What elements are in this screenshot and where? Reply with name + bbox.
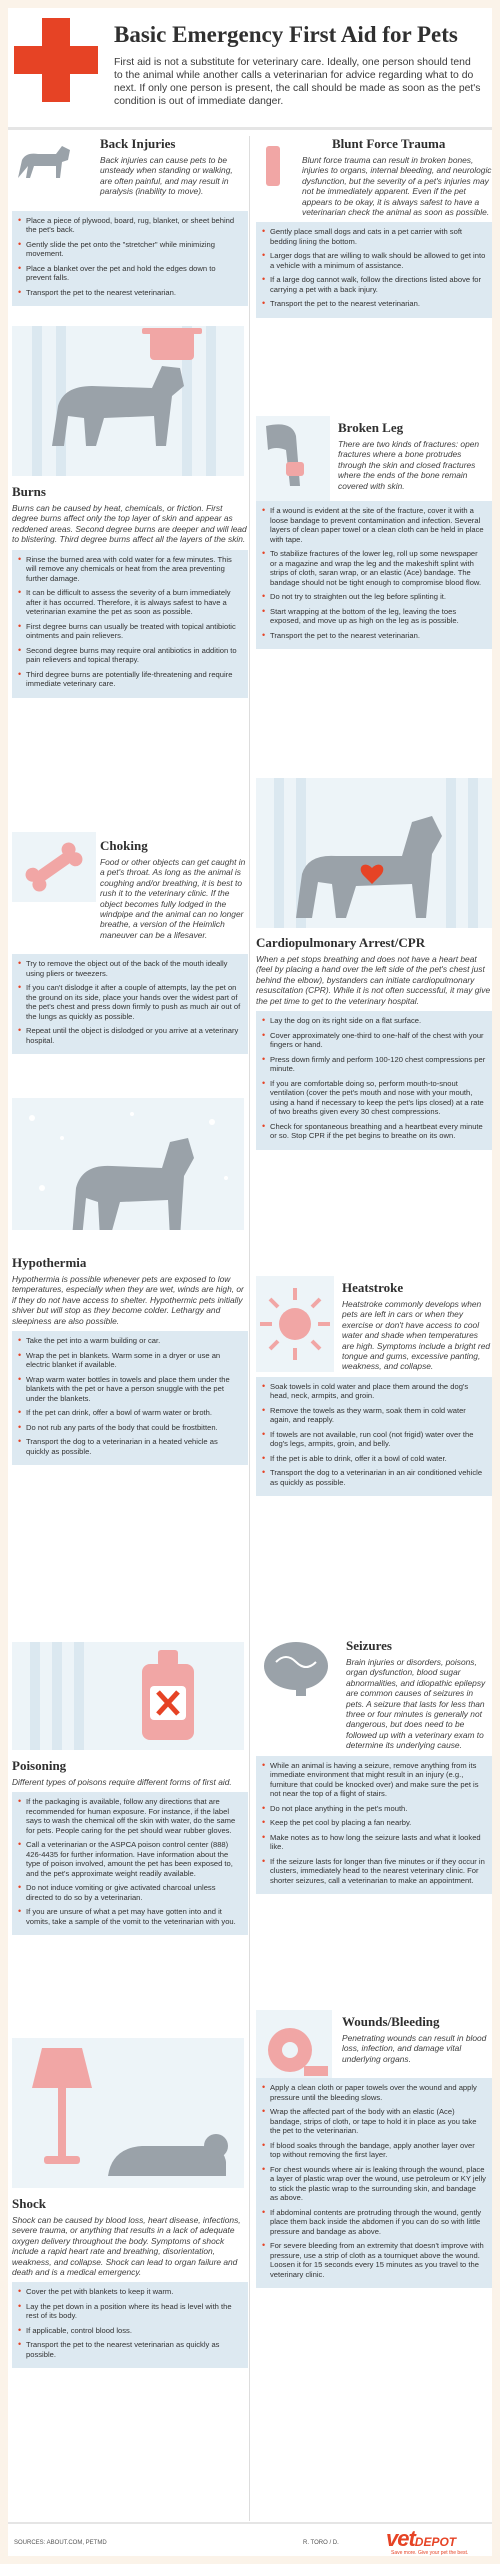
- section-burns: [12, 484, 248, 698]
- list-item: • Lay the dog on its right side on a flat surface.: [262, 1016, 486, 1026]
- burns-illustration: [12, 326, 244, 476]
- dog-in-snow-icon: [12, 1098, 244, 1248]
- list-item: • Place a blanket over the pet and hold the edges down to prevent falls.: [18, 264, 242, 283]
- list-item: • Remove the towels as they warm, soak them in cold water again, and reapply.: [262, 1406, 486, 1425]
- list-item: • Make notes as to how long the seizure lasts and what it looked like.: [262, 1833, 486, 1852]
- instructions-box: [12, 2282, 248, 2368]
- list-item: • Wrap warm water bottles in towels and place them under the blankets with the pet or have a person snuggle with the pet under the blankets.: [18, 1375, 242, 1404]
- logo-main: vet: [386, 2526, 415, 2551]
- section-desc: Brain injuries or disorders, poisons, organ dysfunction, blood sugar abnormalities, and idiopathic epilepsy are common causes of seizures in pets. A seizure that lasts for less than three or four minutes is generally not dangerous, but does need to be followed up with a veterinary exam to determine its underlying cause.: [346, 1657, 486, 1751]
- list-item: • Gently slide the pet onto the "stretcher" while minimizing movement.: [18, 240, 242, 259]
- list-item: • Do not rub any parts of the body that could be frostbitten.: [18, 1423, 242, 1433]
- list-item: • Take the pet into a warm building or car.: [18, 1336, 242, 1346]
- list-item: • While an animal is having a seizure, remove anything from its immediate environment that might result in an injury (e.g., furniture that could be knocked over) and make sure the pet is not near the top of a flight of stairs.: [262, 1761, 486, 1799]
- list-item: • Rinse the burned area with cold water for a few minutes. This will remove any chemicals or heat from the area preventing further damage.: [18, 555, 242, 584]
- credit-text: R. TORO / D.: [303, 2540, 339, 2546]
- list-item: • Do not try to straighten out the leg before splinting it.: [262, 592, 486, 602]
- list-item: • If the packaging is available, follow any directions that are recommended for human exposure. For instance, if the label says to wash the chemical off the skin with water, do the same for pets. People caring for the pet should wear rubber gloves.: [18, 1797, 242, 1835]
- list-item: • Do not induce vomiting or give activated charcoal unless directed to do so by a veterinarian.: [18, 1883, 242, 1902]
- list-item: • Transport the pet to the nearest veterinarian as quickly as possible.: [18, 2340, 242, 2359]
- section-poisoning: [12, 1758, 248, 1935]
- list-item: • Cover the pet with blankets to keep it warm.: [18, 2287, 242, 2297]
- section-desc: Hypothermia is possible whenever pets are exposed to low temperatures, especially when they are wet, winds are high, or if they do not have access to shelter. Hypothermic pets initially shiver but will stop as they become colder. Lethargy and sleepiness are also possible.: [12, 1274, 244, 1326]
- list-item: • Transport the dog to a veterinarian in an air conditioned vehicle as quickly as possible.: [262, 1468, 486, 1487]
- page-title: Basic Emergency First Aid for Pets: [114, 22, 458, 47]
- section-title: Hypothermia: [12, 1255, 87, 1270]
- section-title: Blunt Force Trauma: [332, 136, 446, 151]
- list-item: • If you can't dislodge it after a couple of attempts, lay the pet on the ground on its side, place your hands over the widest part of the pet's chest and press down firmly to push as much air out of the lungs as quickly as possible.: [18, 983, 242, 1021]
- section-desc: When a pet stops breathing and does not have a heart beat (feel by placing a hand over the left side of the pet's chest just behind the elbow), bystanders can initiate cardiopulmonary resuscitation (CPR). While it is not often successful, it may give the pet time to get to the veterinary hospital.: [256, 954, 491, 1006]
- list-item: • Transport the pet to the nearest veterinarian.: [18, 288, 242, 298]
- column-divider: [249, 136, 250, 2521]
- instructions-box: [12, 954, 248, 1054]
- list-item: • Check for spontaneous breathing and a heartbeat every minute or so. Stop CPR if the pet begins to breathe on its own.: [262, 1122, 486, 1141]
- list-item: • If a large dog cannot walk, follow the directions listed above for carrying a pet with a back injury.: [262, 275, 486, 294]
- list-item: • If the pet is able to drink, offer it a bowl of cold water.: [262, 1454, 486, 1464]
- sources-text: SOURCES: ABOUT.COM, PETMD: [14, 2540, 107, 2546]
- section-desc: Shock can be caused by blood loss, heart disease, infections, severe trauma, or anything that results in a lack of adequate oxygen delivery throughout the body. Symptoms of shock include a rapid heart rate and breathing, disorientation, weakness, and collapse. Shock can lead to organ failure and death and is a medical emergency.: [12, 2215, 241, 2278]
- section-choking: [12, 838, 248, 1054]
- infographic-page: [8, 8, 492, 2556]
- section-desc: There are two kinds of fractures: open fractures where a bone protrudes through the skin and closed fractures where the ends of the bone remain covered with skin.: [338, 439, 480, 491]
- list-item: • Keep the pet cool by placing a fan nearby.: [262, 1818, 486, 1828]
- list-item: • Transport the pet to the nearest veterinarian.: [262, 299, 486, 309]
- schnauzer-with-heart-icon: [256, 778, 492, 928]
- section-heatstroke: [256, 1280, 492, 1496]
- instructions-box: [12, 211, 248, 307]
- list-item: • For chest wounds where air is leaking through the wound, place a layer of plastic wrap over the wound, use petroleum or KY jelly to stick the plastic wrap to the surrounding skin, and bandage as above.: [262, 2165, 486, 2203]
- vetdepot-logo[interactable]: [386, 2526, 456, 2552]
- list-item: • If blood soaks through the bandage, apply another layer over top without removing the first layer.: [262, 2141, 486, 2160]
- list-item: • Soak towels in cold water and place them around the dog's head, neck, armpits, and groin.: [262, 1382, 486, 1401]
- list-item: • Repeat until the object is dislodged or you arrive at a veterinary hospital.: [18, 1026, 242, 1045]
- list-item: • Larger dogs that are willing to walk should be allowed to get into a vehicle with a minimum of assistance.: [262, 251, 486, 270]
- list-item: • Place a piece of plywood, board, rug, blanket, or sheet behind the pet's back.: [18, 216, 242, 235]
- section-wounds-bleeding: [256, 2014, 492, 2288]
- list-item: • Try to remove the object out of the back of the mouth ideally using pliers or tweezers.: [18, 959, 242, 978]
- list-item: • Lay the pet down in a position where its head is level with the rest of its body.: [18, 2302, 242, 2321]
- instructions-box: [12, 550, 248, 698]
- section-title: Back Injuries: [100, 136, 176, 151]
- shock-illustration: [12, 2038, 244, 2188]
- list-item: • Call a veterinarian or the ASPCA poison control center (888) 426-4435 for further information. Have information about the type of poison involved, amount the pet has been exposed to, and the pet's approximate weight readily available.: [18, 1840, 242, 1878]
- list-item: • If applicable, control blood loss.: [18, 2326, 242, 2336]
- list-item: • Second degree burns may require oral antibiotics in addition to pain relievers and topical therapy.: [18, 646, 242, 665]
- section-title: Cardiopulmonary Arrest/CPR: [256, 935, 426, 950]
- section-title: Broken Leg: [338, 420, 404, 435]
- list-item: • If towels are not available, run cool (not frigid) water over the dog's legs, armpits, groin, and belly.: [262, 1430, 486, 1449]
- section-title: Poisoning: [12, 1758, 67, 1773]
- list-item: • Apply a clean cloth or paper towels over the wound and apply pressure until the bleeding slows.: [262, 2083, 486, 2102]
- logo-tagline: Save more. Give your pet the best.: [391, 2550, 469, 2556]
- list-item: • Do not place anything in the pet's mouth.: [262, 1804, 486, 1814]
- section-shock: [12, 2196, 248, 2368]
- section-title: Heatstroke: [342, 1280, 404, 1295]
- section-title: Shock: [12, 2196, 46, 2211]
- footer: [8, 2522, 492, 2556]
- section-desc: Burns can be caused by heat, chemicals, or friction. First degree burns affect only the top layer of skin and appear as reddened areas. Second degree burns are deeper and will lead to blistering. Third degree burns affect all the layers of the skin.: [12, 503, 247, 545]
- header: [8, 8, 492, 130]
- lamp-and-dog-icon: [12, 2038, 244, 2188]
- section-desc: Blunt force trauma can result in broken bones, injuries to organs, internal bleeding, and neurologic dysfunction, but the severity of a pet's injuries may not be immediately apparent. Even if the pet appears to be okay, it is always safest to have a veterinarian check the animal as soon as possible.: [302, 155, 492, 218]
- list-item: • Start wrapping at the bottom of the leg, leaving the toes exposed, and move up as high on the leg as is possible.: [262, 607, 486, 626]
- list-item: • For severe bleeding from an extremity that doesn't improve with pressure, use a strip of cloth as a tourniquet above the wound. Loosen it for 15 seconds every 15 minutes as you travel to the veterinary clinic.: [262, 2241, 486, 2279]
- instructions-box: [12, 1331, 248, 1465]
- section-title: Choking: [100, 838, 148, 853]
- list-item: • Press down firmly and perform 100-120 chest compressions per minute.: [262, 1055, 486, 1074]
- list-item: • Gently place small dogs and cats in a pet carrier with soft bedding lining the bottom.: [262, 227, 486, 246]
- instructions-box: [256, 1756, 492, 1895]
- list-item: • Wrap the pet in blankets. Warm some in a dryer or use an electric blanket if available.: [18, 1351, 242, 1370]
- instructions-box: [256, 222, 492, 318]
- list-item: • To stabilize fractures of the lower leg, roll up some newspaper or a magazine and wrap the leg and the makeshift splint with strips of cloth, saran wrap, or an elastic (Ace) bandage. The bandage should not be tight enough to compromise blood flow.: [262, 549, 486, 587]
- instructions-box: [256, 501, 492, 649]
- section-title: Wounds/Bleeding: [342, 2014, 440, 2029]
- poison-bottle-icon: [12, 1642, 244, 1750]
- first-aid-cross-icon: [14, 18, 98, 102]
- instructions-box: [256, 2078, 492, 2288]
- dog-with-pot-icon: [12, 326, 244, 476]
- list-item: • Transport the pet to the nearest veterinarian.: [262, 631, 486, 641]
- instructions-box: [12, 1792, 248, 1935]
- section-desc: Back injuries can cause pets to be unsteady when standing or walking, are often painful, and may result in paralysis (inability to move).: [100, 155, 233, 197]
- list-item: • If a wound is evident at the site of the fracture, cover it with a loose bandage to prevent contamination and infection. Several layers of clean paper towel or a clean cloth can be held in place with tape.: [262, 506, 486, 544]
- poisoning-illustration: [12, 1642, 244, 1750]
- instructions-box: [256, 1377, 492, 1497]
- list-item: • If you are comfortable doing so, perform mouth-to-snout ventilation (cover the pet's mouth and nose with your mouth, using a hand if necessary to keep the pet's lips closed) at a rate of two breaths given every 30 chest compressions.: [262, 1079, 486, 1117]
- section-desc: Heatstroke commonly develops when pets are left in cars or when they exercise or don't have access to cool water and shade when temperatures are high. Symptoms include a bright red tongue and gums, excessive panting, weakness, and collapse.: [342, 1299, 491, 1372]
- list-item: • Third degree burns are potentially life-threatening and require immediate veterinary care.: [18, 670, 242, 689]
- section-cpr: [256, 935, 492, 1150]
- list-item: • If the seizure lasts for longer than five minutes or if they occur in clusters, immediately head to the nearest veterinary clinic. For shorter seizures, call a veterinarian to make an appointment.: [262, 1857, 486, 1886]
- list-item: • If abdominal contents are protruding through the wound, gently place them back inside the abdomen if you can do so with little pressure and bandage as above.: [262, 2208, 486, 2237]
- section-back-injuries: [12, 136, 248, 306]
- list-item: • First degree burns can usually be treated with topical antibiotic ointments and pain relievers.: [18, 622, 242, 641]
- section-desc: Penetrating wounds can result in blood loss, infection, and damage vital underlying organs.: [342, 2033, 487, 2064]
- section-desc: Different types of poisons require different forms of first aid.: [12, 1777, 232, 1787]
- section-blunt-force-trauma: [256, 136, 492, 318]
- hypothermia-illustration: [12, 1098, 244, 1248]
- list-item: • Transport the dog to a veterinarian in a heated vehicle as quickly as possible.: [18, 1437, 242, 1456]
- section-hypothermia: [12, 1255, 248, 1465]
- list-item: • It can be difficult to assess the severity of a burn immediately after it has occurred. Therefore, it is always safest to have a veterinarian examine the pet as soon as possible.: [18, 588, 242, 617]
- section-desc: Food or other objects can get caught in a pet's throat. As long as the animal is coughing and/or breathing, it is best to rush it to the veterinary clinic. If the object becomes fully lodged in the windpipe and the animal can no longer breathe, a version of the Heimlich maneuver can be a lifesaver.: [100, 857, 246, 940]
- section-seizures: [256, 1638, 492, 1894]
- instructions-box: [256, 1011, 492, 1150]
- list-item: • If you are unsure of what a pet may have gotten into and it vomits, take a sample of the vomit to the veterinarian with you.: [18, 1907, 242, 1926]
- section-title: Burns: [12, 484, 46, 499]
- intro-text: First aid is not a substitute for veterinary care. Ideally, one person should tend to the animal while another calls a veterinarian for advice regarding what to do next. If only one person is present, the call should be made as soon as the pet's condition is out of immediate danger.: [114, 57, 481, 107]
- list-item: • Wrap the affected part of the body with an elastic (Ace) bandage, strips of cloth, or tape to hold it in place as you take the pet to the veterinarian.: [262, 2107, 486, 2136]
- section-title: Seizures: [346, 1638, 392, 1653]
- list-item: • If the pet can drink, offer a bowl of warm water or broth.: [18, 1408, 242, 1418]
- list-item: • Cover approximately one-third to one-half of the chest with your fingers or hand.: [262, 1031, 486, 1050]
- cpr-illustration: [256, 778, 492, 928]
- section-broken-leg: [256, 420, 492, 649]
- logo-sub: DEPOT: [414, 2535, 457, 2549]
